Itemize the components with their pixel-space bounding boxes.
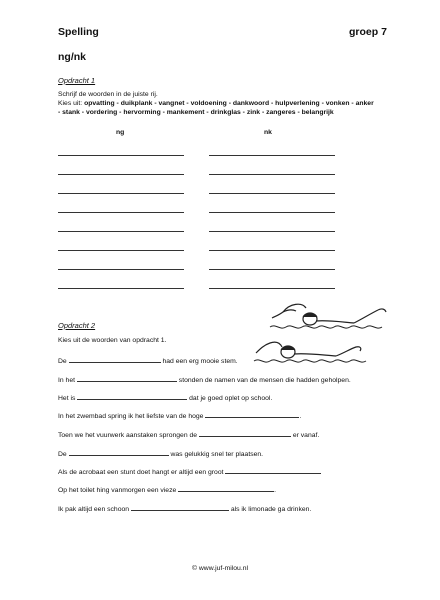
word-choices-line1 xyxy=(58,100,374,107)
answer-line-nk[interactable] xyxy=(209,250,335,251)
answer-line-nk[interactable] xyxy=(209,155,335,156)
sentence-1: De had een erg mooie stem. xyxy=(58,355,238,365)
answer-line-ng[interactable] xyxy=(58,193,184,194)
answer-line-ng[interactable] xyxy=(58,174,184,175)
column-header-ng: ng xyxy=(116,129,125,136)
answer-blank-3[interactable] xyxy=(77,392,187,400)
sentence-8: Op het toilet hing vanmorgen een vieze . xyxy=(58,484,276,494)
answer-blank-7[interactable] xyxy=(225,466,321,474)
exercise1-title: Opdracht 1 xyxy=(58,76,96,85)
exercise1-instruction: Schrijf de woorden in de juiste rij. xyxy=(58,91,158,98)
worksheet-title: Spelling xyxy=(58,26,99,38)
sentence-9: Ik pak altijd een schoon als ik limonade ga drinken. xyxy=(58,503,311,513)
swimmer-illustration-top xyxy=(268,300,392,334)
answer-line-nk[interactable] xyxy=(209,174,335,175)
answer-line-ng[interactable] xyxy=(58,269,184,270)
exercise2-title: Opdracht 2 xyxy=(58,321,96,330)
answer-blank-8[interactable] xyxy=(178,484,274,492)
choose-label: Kies uit: xyxy=(58,100,83,107)
topic-heading: ng/nk xyxy=(58,51,86,63)
answer-line-nk[interactable] xyxy=(209,231,335,232)
answer-blank-5[interactable] xyxy=(199,429,291,437)
answer-line-nk[interactable] xyxy=(209,269,335,270)
footer-copyright: © www.juf-milou.nl xyxy=(192,565,248,572)
sentence-3: Het is dat je goed oplet op school. xyxy=(58,392,272,402)
answer-line-nk[interactable] xyxy=(209,193,335,194)
sentence-2: In het stonden de namen van de mensen die hadden geholpen. xyxy=(58,374,351,384)
answer-blank-4[interactable] xyxy=(205,410,299,418)
answer-line-ng[interactable] xyxy=(58,155,184,156)
sentence-5: Toen we het vuurwerk aanstaken sprongen de er vanaf. xyxy=(58,429,319,439)
answer-blank-1[interactable] xyxy=(69,355,161,363)
word-list-1: opvatting - duikplank - vangnet - voldoening - dankwoord - hulpverlening - vonken - anker xyxy=(84,100,374,107)
answer-blank-6[interactable] xyxy=(69,448,169,456)
sentence-6: De was gelukkig snel ter plaatsen. xyxy=(58,448,263,458)
sentence-7: Als de acrobaat een stunt doet hangt er altijd een groot xyxy=(58,466,321,476)
swimmer-illustration-bottom xyxy=(252,333,372,367)
answer-line-ng[interactable] xyxy=(58,250,184,251)
answer-blank-2[interactable] xyxy=(77,374,177,382)
answer-line-nk[interactable] xyxy=(209,288,335,289)
answer-line-ng[interactable] xyxy=(58,212,184,213)
word-choices-line2: - stank - vordering - hervorming - mankement - drinkglas - zink - zangeres - belangrijk xyxy=(58,109,334,116)
exercise2-instruction: Kies uit de woorden van opdracht 1. xyxy=(58,337,167,344)
answer-line-ng[interactable] xyxy=(58,288,184,289)
column-header-nk: nk xyxy=(264,129,272,136)
answer-blank-9[interactable] xyxy=(131,503,229,511)
grade-label: groep 7 xyxy=(349,26,387,38)
sentence-4: In het zwembad spring ik het liefste van de hoge . xyxy=(58,410,301,420)
answer-line-nk[interactable] xyxy=(209,212,335,213)
answer-line-ng[interactable] xyxy=(58,231,184,232)
